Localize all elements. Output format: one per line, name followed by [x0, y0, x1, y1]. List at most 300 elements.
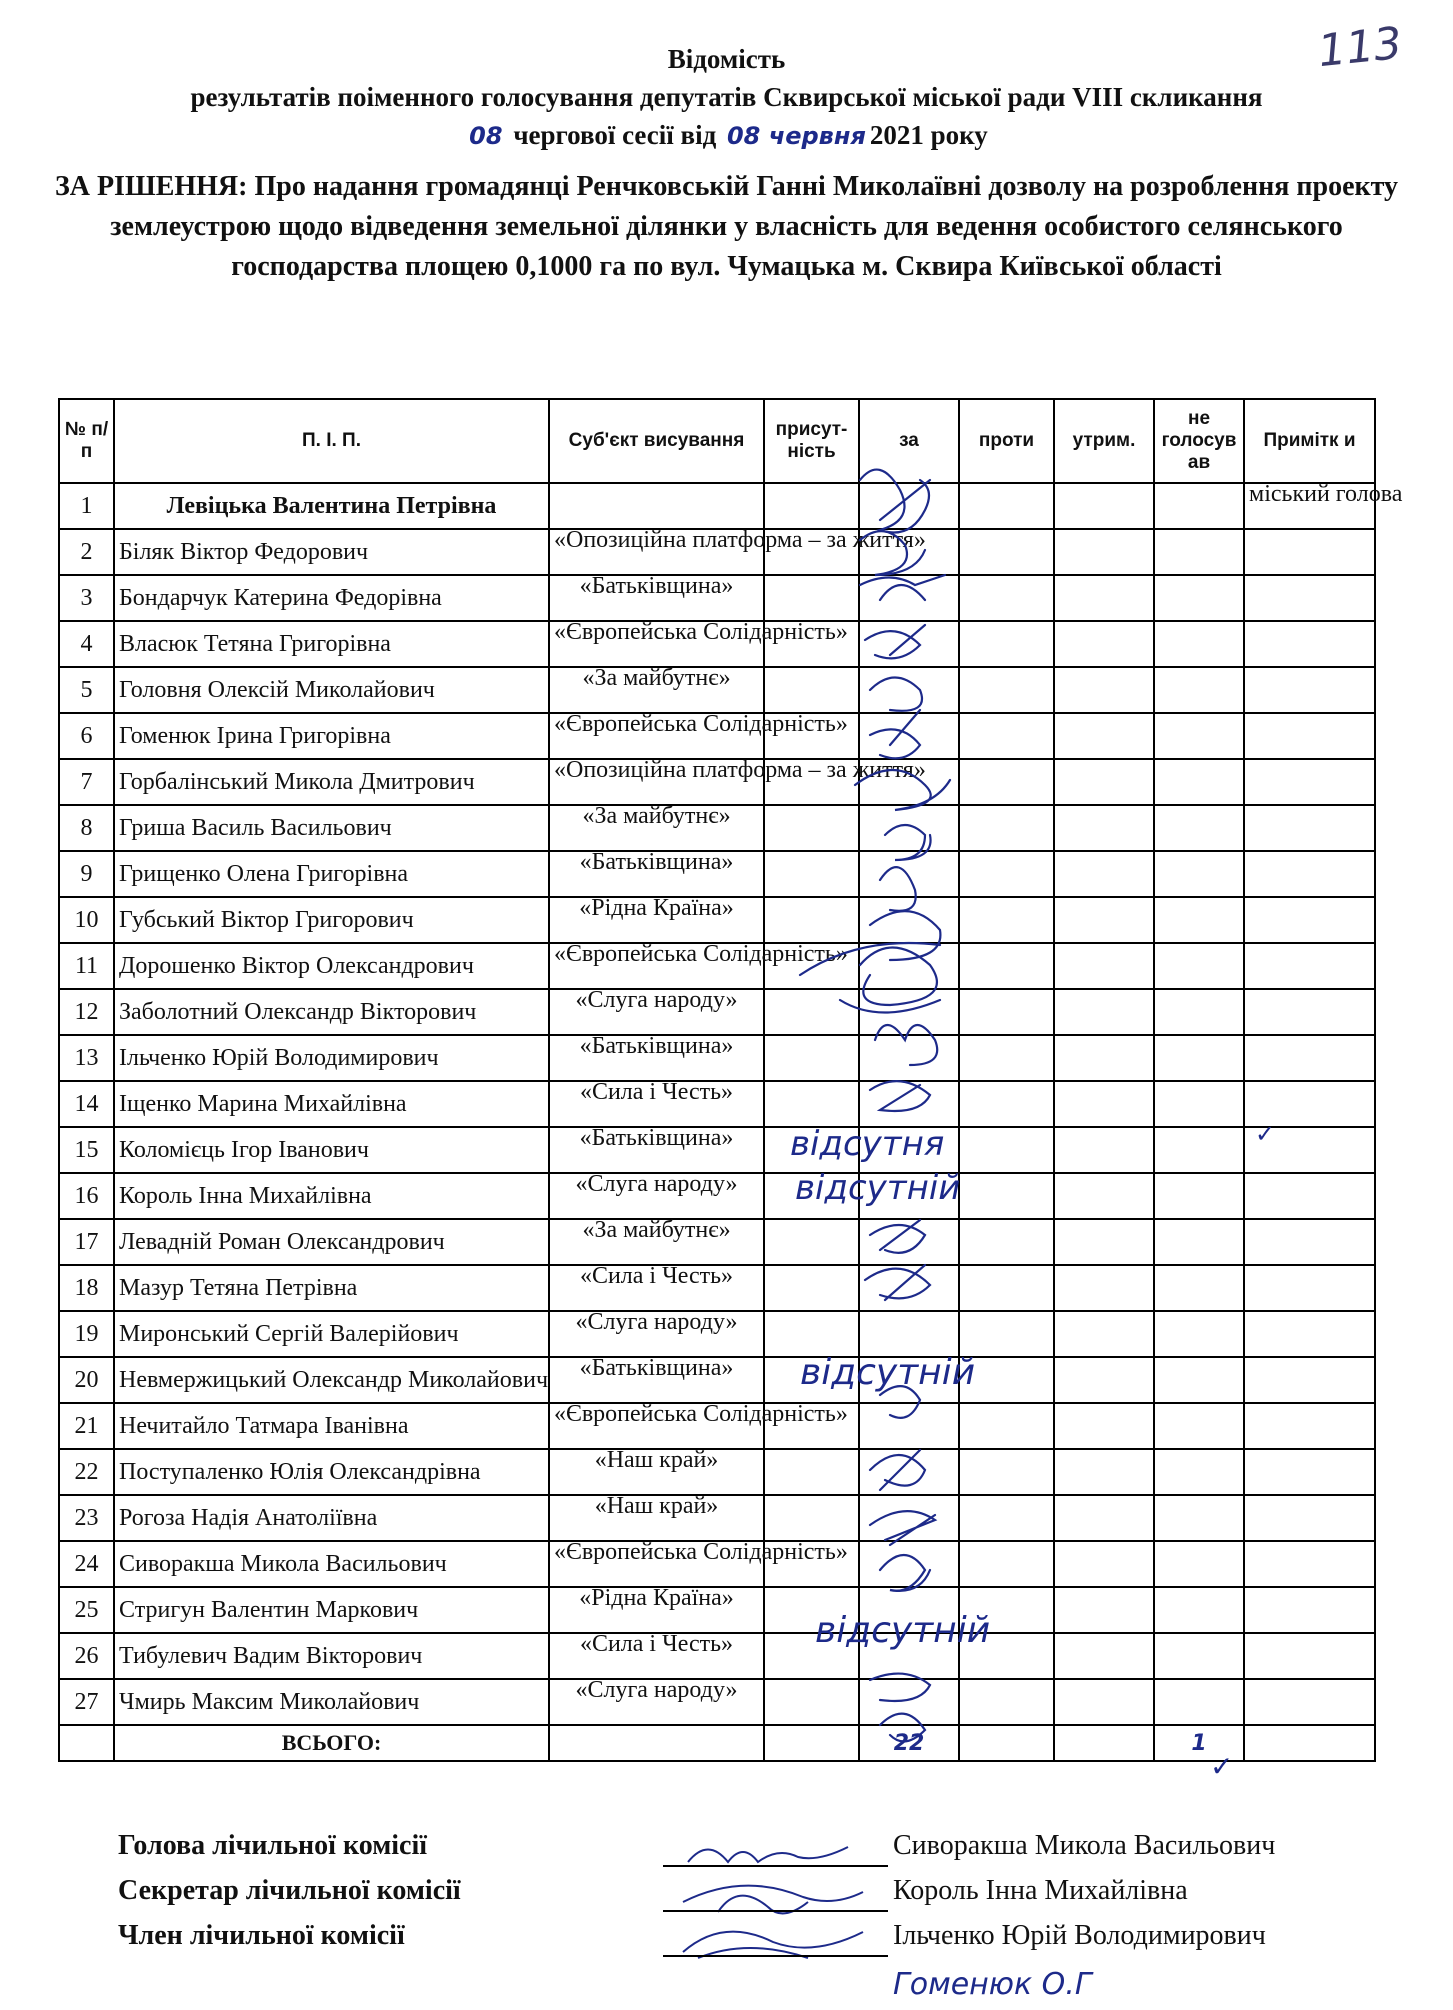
row-num: 14: [59, 1081, 114, 1127]
against-cell: [959, 943, 1054, 989]
abstain-cell: [1054, 713, 1154, 759]
note-cell: [1244, 1495, 1375, 1541]
deputy-subject: «Європейська Солідарність»: [549, 713, 764, 759]
abstain-cell: [1054, 851, 1154, 897]
table-row: [59, 575, 1375, 621]
deputy-name: Поступаленко Юлія Олександрівна: [114, 1449, 549, 1495]
not-voted-cell: [1154, 1173, 1244, 1219]
note-cell: [1244, 897, 1375, 943]
against-cell: [959, 1495, 1054, 1541]
row-num: 6: [59, 713, 114, 759]
for-cell: [859, 851, 959, 897]
session-number-handwritten: 08: [469, 122, 503, 150]
row-num: 18: [59, 1265, 114, 1311]
note-cell: [1244, 1679, 1375, 1725]
for-cell: [859, 943, 959, 989]
note-cell: [1244, 1357, 1375, 1403]
col-abstain: утрим.: [1054, 399, 1154, 483]
presence-cell: [764, 667, 859, 713]
table-row: [59, 989, 1375, 1035]
note-cell: [1244, 1219, 1375, 1265]
note-cell: [1244, 1265, 1375, 1311]
deputy-subject: «Сила і Честь»: [549, 1081, 764, 1127]
not-voted-cell: [1154, 529, 1244, 575]
presence-cell: [764, 1633, 859, 1679]
not-voted-cell: [1154, 667, 1244, 713]
against-cell: [959, 713, 1054, 759]
deputy-name: Гриша Василь Васильович: [114, 805, 549, 851]
table-row: [59, 1633, 1375, 1679]
deputy-subject: «Рідна Країна»: [549, 1587, 764, 1633]
col-name: П. І. П.: [114, 399, 549, 483]
for-cell: [859, 483, 959, 529]
not-voted-cell: [1154, 1449, 1244, 1495]
col-against: проти: [959, 399, 1054, 483]
absent-note-15: відсутній: [795, 1168, 961, 1208]
table-row: [59, 1403, 1375, 1449]
against-cell: [959, 1311, 1054, 1357]
table-row: [59, 1311, 1375, 1357]
presence-cell: [764, 1449, 859, 1495]
for-cell: [859, 1219, 959, 1265]
not-voted-cell: [1154, 575, 1244, 621]
for-cell: [859, 1127, 959, 1173]
presence-cell: [764, 805, 859, 851]
row-num: 12: [59, 989, 114, 1035]
deputy-name: Гоменюк Ірина Григорівна: [114, 713, 549, 759]
deputy-subject: «Слуга народу»: [549, 1173, 764, 1219]
table-row: [59, 1357, 1375, 1403]
against-cell: [959, 1357, 1054, 1403]
against-cell: [959, 1633, 1054, 1679]
abstain-cell: [1054, 1265, 1154, 1311]
note-cell: [1244, 667, 1375, 713]
deputy-subject: «Сила і Честь»: [549, 1633, 764, 1679]
abstain-cell: [1054, 897, 1154, 943]
row-num: 9: [59, 851, 114, 897]
commission-name: Сиворакша Микола Васильович: [893, 1830, 1276, 1861]
against-cell: [959, 1173, 1054, 1219]
deputy-name: Невмержицький Олександр Миколайович: [114, 1357, 549, 1403]
not-voted-cell: [1154, 713, 1244, 759]
deputy-subject: «За майбутнє»: [549, 1219, 764, 1265]
not-voted-cell: [1154, 1219, 1244, 1265]
abstain-cell: [1054, 943, 1154, 989]
table-row: [59, 897, 1375, 943]
presence-cell: [764, 1127, 859, 1173]
row-num: 20: [59, 1357, 114, 1403]
for-cell: [859, 897, 959, 943]
absent-note-14: відсутня: [790, 1124, 945, 1164]
abstain-cell: [1054, 1081, 1154, 1127]
note-cell: [1244, 1127, 1375, 1173]
session-text: чергової сесії від: [513, 120, 717, 150]
not-voted-cell: [1154, 1541, 1244, 1587]
not-voted-cell: [1154, 1495, 1244, 1541]
against-cell: [959, 1403, 1054, 1449]
table-row: [59, 1679, 1375, 1725]
note-cell: [1244, 575, 1375, 621]
deputy-name: Левіцька Валентина Петрівна: [114, 483, 549, 529]
not-voted-cell: [1154, 1265, 1244, 1311]
note-cell: [1244, 1541, 1375, 1587]
for-cell: [859, 1633, 959, 1679]
signature-line: [663, 1910, 888, 1912]
presence-cell: [764, 1679, 859, 1725]
presence-cell: [764, 1219, 859, 1265]
table-row: [59, 1265, 1375, 1311]
row-num: 17: [59, 1219, 114, 1265]
presence-cell: [764, 1081, 859, 1127]
against-cell: [959, 1127, 1054, 1173]
table-row: [59, 1219, 1375, 1265]
abstain-cell: [1054, 989, 1154, 1035]
for-cell: [859, 1541, 959, 1587]
session-year: 2021 року: [869, 120, 988, 150]
commission-row-extra: [118, 1965, 1368, 2010]
note-cell: [1244, 1449, 1375, 1495]
against-cell: [959, 575, 1054, 621]
against-cell: [959, 989, 1054, 1035]
table-row: [59, 1541, 1375, 1587]
deputy-name: Чмирь Максим Миколайович: [114, 1679, 549, 1725]
deputy-subject: «За майбутнє»: [549, 805, 764, 851]
for-cell: [859, 1311, 959, 1357]
for-cell: [859, 667, 959, 713]
not-voted-cell: [1154, 621, 1244, 667]
presence-cell: [764, 989, 859, 1035]
not-voted-cell: [1154, 1587, 1244, 1633]
note-cell: [1244, 1081, 1375, 1127]
note-cell: [1244, 529, 1375, 575]
not-voted-cell: [1154, 1633, 1244, 1679]
voting-table: [58, 398, 1403, 1762]
not-voted-cell: [1154, 1081, 1244, 1127]
abstain-cell: [1054, 667, 1154, 713]
deputy-subject: «Батьківщина»: [549, 575, 764, 621]
deputy-name: Мазур Тетяна Петрівна: [114, 1265, 549, 1311]
abstain-cell: [1054, 529, 1154, 575]
for-cell: [859, 805, 959, 851]
deputy-name: Миронський Сергій Валерійович: [114, 1311, 549, 1357]
page-number: 113: [1315, 17, 1405, 78]
commission-signatures: [118, 1830, 1368, 2010]
deputy-name: Тибулевич Вадим Вікторович: [114, 1633, 549, 1679]
row-num: 24: [59, 1541, 114, 1587]
deputy-subject: «Наш край»: [549, 1495, 764, 1541]
for-cell: [859, 1081, 959, 1127]
deputy-subject: «Слуга народу»: [549, 989, 764, 1035]
for-cell: [859, 1265, 959, 1311]
row-num: 4: [59, 621, 114, 667]
not-voted-cell: [1154, 759, 1244, 805]
note-cell: міський голова: [1244, 483, 1375, 529]
note-cell: [1244, 1633, 1375, 1679]
row-num: 7: [59, 759, 114, 805]
commission-name: Король Інна Михайлівна: [893, 1875, 1188, 1906]
not-voted-cell: [1154, 897, 1244, 943]
deputy-subject: «Наш край»: [549, 1449, 764, 1495]
for-cell: [859, 575, 959, 621]
presence-cell: [764, 1173, 859, 1219]
note-cell: [1244, 989, 1375, 1035]
deputy-name: Заболотний Олександр Вікторович: [114, 989, 549, 1035]
row-num: 21: [59, 1403, 114, 1449]
deputy-subject: «Опозиційна платформа – за життя»: [549, 529, 764, 575]
deputy-name: Рогоза Надія Анатоліївна: [114, 1495, 549, 1541]
against-cell: [959, 1541, 1054, 1587]
abstain-cell: [1054, 483, 1154, 529]
document-subtitle: результатів поіменного голосування депутатів Сквирської міської ради VIII скликання: [190, 82, 1263, 112]
extra-handwritten-signature: Гоменюк О.Г: [893, 1967, 1092, 2002]
table-row: [59, 1587, 1375, 1633]
abstain-cell: [1054, 759, 1154, 805]
abstain-cell: [1054, 1495, 1154, 1541]
abstain-cell: [1054, 1127, 1154, 1173]
presence-cell: [764, 851, 859, 897]
deputy-subject: «Опозиційна платформа – за життя»: [549, 759, 764, 805]
deputy-subject: «Слуга народу»: [549, 1311, 764, 1357]
deputy-name: Власюк Тетяна Григорівна: [114, 621, 549, 667]
col-for: за: [859, 399, 959, 483]
note-cell: [1244, 1403, 1375, 1449]
row-num: 13: [59, 1035, 114, 1081]
table-row: [59, 943, 1375, 989]
for-cell: [859, 713, 959, 759]
col-presence: присут-ність: [764, 399, 859, 483]
deputy-subject: «Європейська Солідарність»: [549, 943, 764, 989]
abstain-cell: [1054, 805, 1154, 851]
note-cell: [1244, 1587, 1375, 1633]
abstain-cell: [1054, 1357, 1154, 1403]
against-cell: [959, 1035, 1054, 1081]
presence-cell: [764, 1495, 859, 1541]
row-num: 22: [59, 1449, 114, 1495]
for-cell: [859, 1495, 959, 1541]
commission-row-chair: [118, 1830, 1368, 1875]
presence-cell: [764, 1265, 859, 1311]
abstain-cell: [1054, 1311, 1154, 1357]
not-voted-cell: [1154, 1403, 1244, 1449]
not-voted-cell: [1154, 989, 1244, 1035]
deputy-subject: [549, 483, 764, 529]
note-cell: [1244, 759, 1375, 805]
against-cell: [959, 1679, 1054, 1725]
deputy-subject: «Батьківщина»: [549, 1357, 764, 1403]
against-cell: [959, 897, 1054, 943]
abstain-cell: [1054, 1035, 1154, 1081]
commission-role: Секретар лічильної комісії: [118, 1875, 461, 1906]
against-cell: [959, 759, 1054, 805]
deputy-name: Левадній Роман Олександрович: [114, 1219, 549, 1265]
for-cell: [859, 1403, 959, 1449]
not-voted-cell: [1154, 1311, 1244, 1357]
for-cell: [859, 1679, 959, 1725]
row-num: 19: [59, 1311, 114, 1357]
commission-role: Голова лічильної комісії: [118, 1830, 428, 1861]
deputy-name: Стригун Валентин Маркович: [114, 1587, 549, 1633]
table-row: [59, 1173, 1375, 1219]
presence-cell: [764, 1587, 859, 1633]
presence-cell: [764, 483, 859, 529]
table-row: [59, 759, 1375, 805]
table-row: [59, 621, 1375, 667]
abstain-cell: [1054, 1219, 1154, 1265]
session-line: [40, 116, 1413, 155]
deputy-name: Біляк Віктор Федорович: [114, 529, 549, 575]
checkmark-27: ✓: [1210, 1750, 1234, 1783]
deputy-subject: «Слуга народу»: [549, 1679, 764, 1725]
document-header: [40, 40, 1413, 287]
table-row: [59, 851, 1375, 897]
against-cell: [959, 1081, 1054, 1127]
not-voted-cell: [1154, 851, 1244, 897]
presence-cell: [764, 1311, 859, 1357]
signature-line: [663, 1955, 888, 1957]
row-num: 15: [59, 1127, 114, 1173]
row-num: 5: [59, 667, 114, 713]
not-voted-cell: [1154, 1127, 1244, 1173]
deputy-name: Дорошенко Віктор Олександрович: [114, 943, 549, 989]
against-cell: [959, 621, 1054, 667]
deputy-name: Головня Олексій Миколайович: [114, 667, 549, 713]
deputy-name: Грищенко Олена Григорівна: [114, 851, 549, 897]
against-cell: [959, 1265, 1054, 1311]
note-cell: [1244, 1173, 1375, 1219]
table-row: [59, 529, 1375, 575]
absent-note-24: відсутній: [815, 1610, 991, 1651]
presence-cell: [764, 575, 859, 621]
deputy-name: Коломієць Ігор Іванович: [114, 1127, 549, 1173]
commission-row-secretary: [118, 1875, 1368, 1920]
table-row: [59, 1495, 1375, 1541]
deputy-name: Губський Віктор Григорович: [114, 897, 549, 943]
for-cell: [859, 1035, 959, 1081]
note-cell: [1244, 1311, 1375, 1357]
against-cell: [959, 805, 1054, 851]
total-row: [59, 1725, 1375, 1761]
col-note: Примітк и: [1244, 399, 1375, 483]
abstain-cell: [1054, 1173, 1154, 1219]
for-cell: [859, 989, 959, 1035]
not-voted-cell: [1154, 943, 1244, 989]
deputy-name: Ільченко Юрій Володимирович: [114, 1035, 549, 1081]
row-num: 1: [59, 483, 114, 529]
total-not-voted: 1: [1154, 1725, 1244, 1761]
not-voted-cell: [1154, 483, 1244, 529]
deputy-subject: «Європейська Солідарність»: [549, 1541, 764, 1587]
note-cell: [1244, 805, 1375, 851]
table-row: [59, 713, 1375, 759]
col-subject: Суб'єкт висування: [549, 399, 764, 483]
abstain-cell: [1054, 1587, 1154, 1633]
against-cell: [959, 529, 1054, 575]
presence-cell: [764, 1035, 859, 1081]
for-cell: [859, 1587, 959, 1633]
against-cell: [959, 1587, 1054, 1633]
deputy-name: Король Інна Михайлівна: [114, 1173, 549, 1219]
row-num: 2: [59, 529, 114, 575]
signature-line: [663, 1865, 888, 1867]
decision-title: ЗА РІШЕННЯ: Про надання громадянці Ренчковській Ганні Миколаївні дозволу на розроблення проекту землеустрою щодо відведення земельної ділянки у власність для ведення особистого селянського господарства площею 0,1000 га по вул. Чумацька м. Сквира Київської області: [54, 171, 1399, 282]
note-cell: [1244, 1035, 1375, 1081]
deputy-subject: «Європейська Солідарність»: [549, 621, 764, 667]
abstain-cell: [1054, 575, 1154, 621]
session-date-handwritten: 08 червня: [726, 122, 866, 150]
table-row: [59, 1449, 1375, 1495]
note-cell: [1244, 713, 1375, 759]
table-row: [59, 1127, 1375, 1173]
table-row: [59, 805, 1375, 851]
not-voted-cell: [1154, 1035, 1244, 1081]
deputy-name: Горбалінський Микола Дмитрович: [114, 759, 549, 805]
presence-cell: [764, 1357, 859, 1403]
deputy-subject: «Батьківщина»: [549, 1127, 764, 1173]
for-cell: [859, 1357, 959, 1403]
not-voted-cell: [1154, 805, 1244, 851]
against-cell: [959, 1449, 1054, 1495]
note-cell: [1244, 851, 1375, 897]
abstain-cell: [1054, 1449, 1154, 1495]
abstain-cell: [1054, 1679, 1154, 1725]
row-num: 10: [59, 897, 114, 943]
deputy-subject: «Батьківщина»: [549, 851, 764, 897]
deputy-subject: «Рідна Країна»: [549, 897, 764, 943]
abstain-cell: [1054, 1633, 1154, 1679]
deputy-subject: «Європейська Солідарність»: [549, 1403, 764, 1449]
absent-note-19: відсутній: [800, 1352, 976, 1393]
total-for: 22: [859, 1725, 959, 1761]
deputy-name: Нечитайло Татмара Іванівна: [114, 1403, 549, 1449]
table-row: [59, 483, 1375, 529]
note-cell: [1244, 621, 1375, 667]
row-num: 3: [59, 575, 114, 621]
abstain-cell: [1054, 621, 1154, 667]
deputy-name: Сиворакша Микола Васильович: [114, 1541, 549, 1587]
table-header-row: [59, 399, 1375, 483]
deputy-subject: «Батьківщина»: [549, 1035, 764, 1081]
against-cell: [959, 851, 1054, 897]
row-num: 25: [59, 1587, 114, 1633]
deputy-name: Бондарчук Катерина Федорівна: [114, 575, 549, 621]
not-voted-cell: [1154, 1679, 1244, 1725]
table-row: [59, 667, 1375, 713]
deputy-subject: «Сила і Честь»: [549, 1265, 764, 1311]
against-cell: [959, 667, 1054, 713]
commission-name: Ільченко Юрій Володимирович: [893, 1920, 1266, 1951]
checkmark-14: ✓: [1255, 1120, 1276, 1148]
abstain-cell: [1054, 1403, 1154, 1449]
col-not-voted: не голосув ав: [1154, 399, 1244, 483]
note-cell: [1244, 943, 1375, 989]
row-num: 23: [59, 1495, 114, 1541]
deputy-name: Іщенко Марина Михайлівна: [114, 1081, 549, 1127]
row-num: 27: [59, 1679, 114, 1725]
col-num: № п/п: [59, 399, 114, 483]
against-cell: [959, 1219, 1054, 1265]
commission-row-member: [118, 1920, 1368, 1965]
row-num: 26: [59, 1633, 114, 1679]
presence-cell: [764, 897, 859, 943]
table-row: [59, 1035, 1375, 1081]
row-num: 8: [59, 805, 114, 851]
for-cell: [859, 621, 959, 667]
for-cell: [859, 1173, 959, 1219]
total-label: ВСЬОГО:: [114, 1725, 549, 1761]
commission-role: Член лічильної комісії: [118, 1920, 405, 1951]
deputy-subject: «За майбутнє»: [549, 667, 764, 713]
against-cell: [959, 483, 1054, 529]
